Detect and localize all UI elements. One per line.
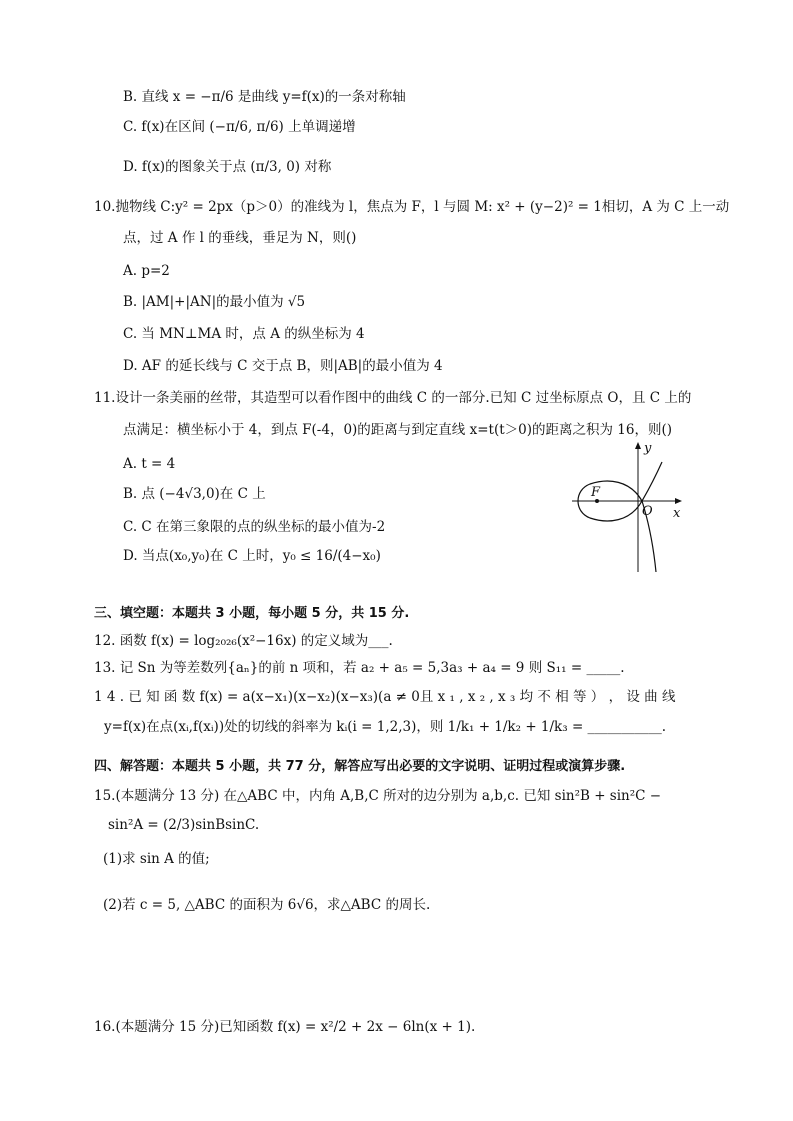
option-11a: A. t = 4 [123,456,176,472]
origin-label: O [642,504,653,519]
line-9d: D. f(x)的图象关于点 (π/3, 0) 对称 [123,159,332,175]
question-15: 15.(本题满分 13 分) 在△ABC 中，内角 A,B,C 所对的边分别为 a,b,c. 已知 sin²B + sin²C − [94,788,662,804]
question-11-cont: 点满足：横坐标小于 4，到点 F(-4，0)的距离与到定直线 x=t(t＞0)的距离之积为 16，则() [123,422,673,438]
y-axis-arrow [635,442,641,449]
question-12: 12. 函数 f(x) = log₂₀₂₆(x²−16x) 的定义域为___. [94,633,393,649]
section-three-heading: 三、填空题：本题共 3 小题，每小题 5 分，共 15 分. [94,606,410,621]
question-11: 11.设计一条美丽的丝带，其造型可以看作图中的曲线 C 的一部分.已知 C 过坐标原点 O，且 C 上的 [94,390,692,406]
y-axis-label: y [644,441,652,456]
line-9c: C. f(x)在区间 (−π/6, π/6) 上单调递增 [123,119,356,135]
option-10b: B. |AM|+|AN|的最小值为 √5 [123,294,306,310]
option-11b: B. 点 (−4√3,0)在 C 上 [123,486,266,502]
option-11d: D. 当点(x₀,y₀)在 C 上时，y₀ ≤ 16/(4−x₀) [123,548,381,564]
curve-figure [572,438,692,574]
question-14: 1 4 . 已 知 函 数 f(x) = a(x−x₁)(x−x₂)(x−x₃)(a ≠ 0且 x ₁ , x ₂ , x ₃ 均 不 相 等 ） ， 设 曲 线 [94,689,676,705]
line-9b: B. 直线 x = −π/6 是曲线 y=f(x)的一条对称轴 [123,89,406,105]
question-10: 10.抛物线 C:y² = 2px（p＞0）的准线为 l，焦点为 F，l 与圆 M: x² + (y−2)² = 1相切，A 为 C 上一动 [94,199,730,215]
option-10c: C. 当 MN⊥MA 时，点 A 的纵坐标为 4 [123,326,365,342]
question-10-cont: 点，过 A 作 l 的垂线，垂足为 N，则() [123,230,357,246]
focus-label: F [591,485,601,500]
curve-upper-branch [642,462,662,501]
x-axis-arrow [675,498,682,504]
question-13: 13. 记 Sn 为等差数列{aₙ}的前 n 项和，若 a₂ + a₅ = 5,3a₃ + a₄ = 9 则 S₁₁ = _____. [94,660,625,676]
question-14-cont: y=f(x)在点(xᵢ,f(xᵢ))处的切线的斜率为 kᵢ(i = 1,2,3)，则 1/k₁ + 1/k₂ + 1/k₃ = ___________. [104,719,667,735]
question-15-part2: (2)若 c = 5, △ABC 的面积为 6√6，求△ABC 的周长. [103,897,431,913]
option-10d: D. AF 的延长线与 C 交于点 B，则|AB|的最小值为 4 [123,358,443,374]
option-10a: A. p=2 [123,263,170,279]
question-15-part1: (1)求 sin A 的值; [103,851,210,867]
section-four-heading: 四、解答题：本题共 5 小题，共 77 分，解答应写出必要的文字说明、证明过程或演算步骤. [94,759,626,774]
option-11c: C. C 在第三象限的点的纵坐标的最小值为-2 [123,519,386,535]
x-axis-label: x [673,506,681,521]
question-15-cont: sin²A = (2/3)sinBsinC. [108,817,260,833]
question-16: 16.(本题满分 15 分)已知函数 f(x) = x²/2 + 2x − 6ln(x + 1). [94,1019,476,1035]
